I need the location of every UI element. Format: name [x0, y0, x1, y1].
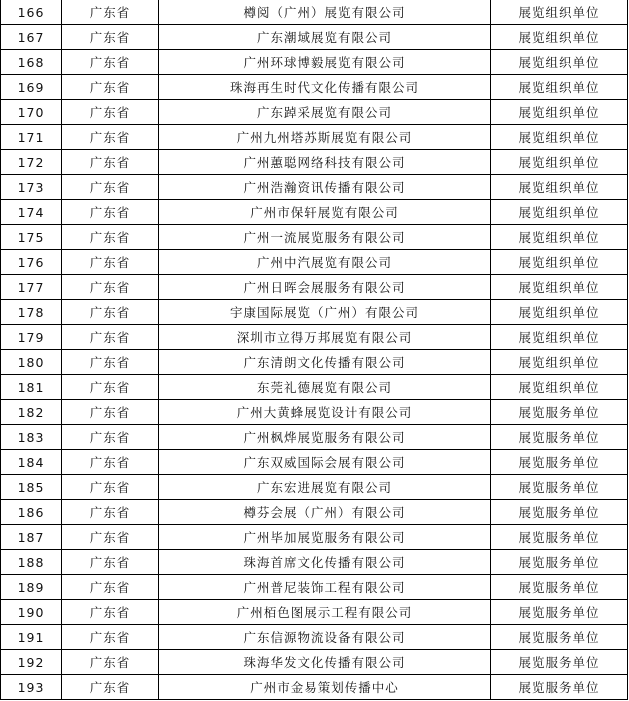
table-row: [1, 25, 628, 50]
row-number-cell: 189: [1, 575, 62, 600]
company-name-cell: 广州大黄蜂展览设计有限公司: [159, 400, 491, 425]
table-row: [1, 75, 628, 100]
unit-type-cell: 展览组织单位: [491, 75, 628, 100]
province-cell: 广东省: [62, 325, 159, 350]
table-row: [1, 225, 628, 250]
table-row: [1, 625, 628, 650]
province-cell: 广东省: [62, 0, 159, 25]
row-number-cell: 188: [1, 550, 62, 575]
province-cell: 广东省: [62, 300, 159, 325]
province-cell: 广东省: [62, 350, 159, 375]
company-name-cell: 广州蕙聪网络科技有限公司: [159, 150, 491, 175]
table-row: [1, 250, 628, 275]
company-name-cell: 广东踔采展览有限公司: [159, 100, 491, 125]
unit-type-cell: 展览服务单位: [491, 450, 628, 475]
unit-type-cell: 展览服务单位: [491, 600, 628, 625]
unit-type-cell: 展览组织单位: [491, 0, 628, 25]
table-row: [1, 325, 628, 350]
province-cell: 广东省: [62, 600, 159, 625]
unit-type-cell: 展览组织单位: [491, 250, 628, 275]
company-name-cell: 广州市金易策划传播中心: [159, 675, 491, 700]
unit-type-cell: 展览组织单位: [491, 375, 628, 400]
unit-type-cell: 展览组织单位: [491, 150, 628, 175]
province-cell: 广东省: [62, 650, 159, 675]
unit-type-cell: 展览组织单位: [491, 300, 628, 325]
unit-type-cell: 展览组织单位: [491, 175, 628, 200]
company-name-cell: 广州日晖会展服务有限公司: [159, 275, 491, 300]
row-number-cell: 186: [1, 500, 62, 525]
row-number-cell: 175: [1, 225, 62, 250]
province-cell: 广东省: [62, 675, 159, 700]
company-name-cell: 广东信源物流设备有限公司: [159, 625, 491, 650]
table-row: [1, 350, 628, 375]
table-row: [1, 275, 628, 300]
company-name-cell: 广州环球博毅展览有限公司: [159, 50, 491, 75]
company-name-cell: 广州浩瀚资讯传播有限公司: [159, 175, 491, 200]
table-row: [1, 675, 628, 700]
table-row: [1, 150, 628, 175]
row-number-cell: 187: [1, 525, 62, 550]
company-name-cell: 珠海华发文化传播有限公司: [159, 650, 491, 675]
unit-type-cell: 展览服务单位: [491, 675, 628, 700]
province-cell: 广东省: [62, 25, 159, 50]
row-number-cell: 166: [1, 0, 62, 25]
row-number-cell: 182: [1, 400, 62, 425]
company-name-cell: 深圳市立得万邦展览有限公司: [159, 325, 491, 350]
unit-type-cell: 展览服务单位: [491, 575, 628, 600]
table-body: [1, 0, 628, 700]
province-cell: 广东省: [62, 250, 159, 275]
province-cell: 广东省: [62, 225, 159, 250]
unit-type-cell: 展览服务单位: [491, 650, 628, 675]
unit-type-cell: 展览组织单位: [491, 325, 628, 350]
province-cell: 广东省: [62, 525, 159, 550]
province-cell: 广东省: [62, 125, 159, 150]
table-row: [1, 450, 628, 475]
row-number-cell: 171: [1, 125, 62, 150]
company-name-cell: 广州九州塔苏斯展览有限公司: [159, 125, 491, 150]
province-cell: 广东省: [62, 100, 159, 125]
unit-type-cell: 展览服务单位: [491, 400, 628, 425]
unit-type-cell: 展览组织单位: [491, 225, 628, 250]
province-cell: 广东省: [62, 400, 159, 425]
table-row: [1, 125, 628, 150]
table-row: [1, 500, 628, 525]
table-row: [1, 425, 628, 450]
table-row: [1, 475, 628, 500]
table-row: [1, 575, 628, 600]
company-name-cell: 樽阅（广州）展览有限公司: [159, 0, 491, 25]
row-number-cell: 169: [1, 75, 62, 100]
unit-type-cell: 展览组织单位: [491, 25, 628, 50]
province-cell: 广东省: [62, 475, 159, 500]
province-cell: 广东省: [62, 275, 159, 300]
row-number-cell: 181: [1, 375, 62, 400]
company-name-cell: 东莞礼德展览有限公司: [159, 375, 491, 400]
row-number-cell: 177: [1, 275, 62, 300]
unit-type-cell: 展览组织单位: [491, 350, 628, 375]
table-row: [1, 175, 628, 200]
table-row: [1, 200, 628, 225]
unit-type-cell: 展览服务单位: [491, 475, 628, 500]
row-number-cell: 183: [1, 425, 62, 450]
company-name-cell: 广州中汽展览有限公司: [159, 250, 491, 275]
row-number-cell: 192: [1, 650, 62, 675]
unit-type-cell: 展览服务单位: [491, 525, 628, 550]
company-name-cell: 广州一流展览服务有限公司: [159, 225, 491, 250]
province-cell: 广东省: [62, 450, 159, 475]
unit-type-cell: 展览组织单位: [491, 50, 628, 75]
table-row: [1, 650, 628, 675]
row-number-cell: 173: [1, 175, 62, 200]
province-cell: 广东省: [62, 375, 159, 400]
company-name-cell: 广州普尼装饰工程有限公司: [159, 575, 491, 600]
row-number-cell: 179: [1, 325, 62, 350]
unit-type-cell: 展览组织单位: [491, 125, 628, 150]
row-number-cell: 167: [1, 25, 62, 50]
row-number-cell: 193: [1, 675, 62, 700]
table-row: [1, 0, 628, 25]
company-name-cell: 广州市保轩展览有限公司: [159, 200, 491, 225]
company-name-cell: 广州栢色图展示工程有限公司: [159, 600, 491, 625]
province-cell: 广东省: [62, 575, 159, 600]
row-number-cell: 184: [1, 450, 62, 475]
company-name-cell: 广东清朗文化传播有限公司: [159, 350, 491, 375]
table-row: [1, 300, 628, 325]
row-number-cell: 176: [1, 250, 62, 275]
table-row: [1, 550, 628, 575]
row-number-cell: 180: [1, 350, 62, 375]
table-row: [1, 400, 628, 425]
company-name-cell: 广州枫烨展览服务有限公司: [159, 425, 491, 450]
unit-type-cell: 展览服务单位: [491, 500, 628, 525]
province-cell: 广东省: [62, 150, 159, 175]
province-cell: 广东省: [62, 425, 159, 450]
company-name-cell: 宇康国际展览（广州）有限公司: [159, 300, 491, 325]
row-number-cell: 172: [1, 150, 62, 175]
unit-type-cell: 展览服务单位: [491, 425, 628, 450]
table-row: [1, 375, 628, 400]
unit-type-cell: 展览组织单位: [491, 100, 628, 125]
unit-type-cell: 展览组织单位: [491, 200, 628, 225]
table-row: [1, 100, 628, 125]
table-row: [1, 600, 628, 625]
unit-type-cell: 展览服务单位: [491, 550, 628, 575]
row-number-cell: 174: [1, 200, 62, 225]
company-name-cell: 珠海再生时代文化传播有限公司: [159, 75, 491, 100]
row-number-cell: 178: [1, 300, 62, 325]
province-cell: 广东省: [62, 200, 159, 225]
row-number-cell: 170: [1, 100, 62, 125]
province-cell: 广东省: [62, 50, 159, 75]
table-row: [1, 525, 628, 550]
company-name-cell: 樽芬会展（广州）有限公司: [159, 500, 491, 525]
row-number-cell: 190: [1, 600, 62, 625]
row-number-cell: 185: [1, 475, 62, 500]
province-cell: 广东省: [62, 625, 159, 650]
row-number-cell: 191: [1, 625, 62, 650]
company-name-cell: 广州毕加展览服务有限公司: [159, 525, 491, 550]
company-name-cell: 广东宏进展览有限公司: [159, 475, 491, 500]
province-cell: 广东省: [62, 75, 159, 100]
province-cell: 广东省: [62, 175, 159, 200]
unit-type-cell: 展览组织单位: [491, 275, 628, 300]
table-row: [1, 50, 628, 75]
company-name-cell: 广东潮域展览有限公司: [159, 25, 491, 50]
company-name-cell: 珠海首席文化传播有限公司: [159, 550, 491, 575]
row-number-cell: 168: [1, 50, 62, 75]
unit-type-cell: 展览服务单位: [491, 625, 628, 650]
company-name-cell: 广东双威国际会展有限公司: [159, 450, 491, 475]
province-cell: 广东省: [62, 550, 159, 575]
province-cell: 广东省: [62, 500, 159, 525]
